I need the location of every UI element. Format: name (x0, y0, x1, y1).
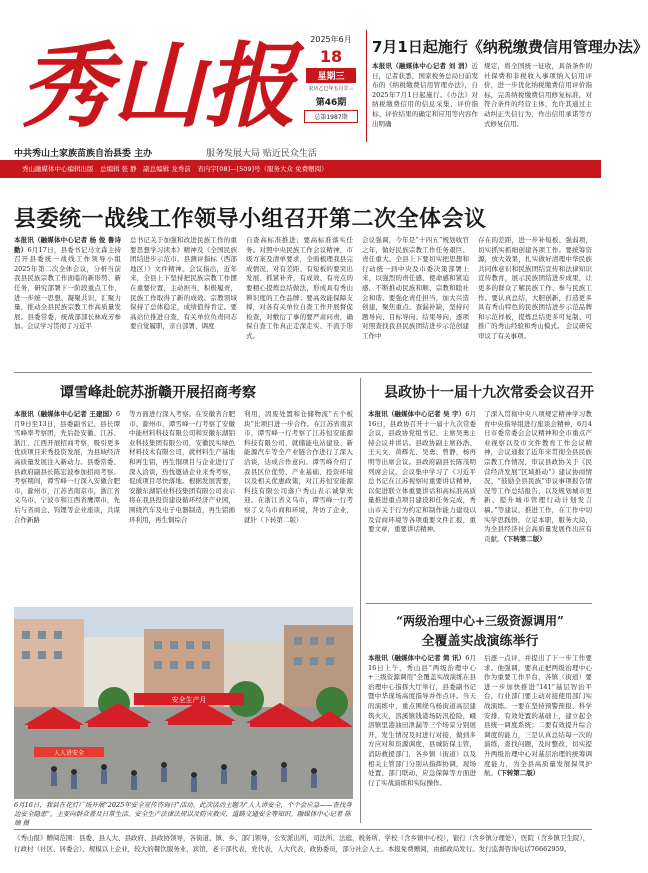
top-article-headline: 7月1日起施行《纳税缴费信用管理办法》 (372, 38, 648, 56)
news-photo (14, 607, 353, 799)
lead-col1 (14, 236, 121, 364)
lead-col4: 会议强调，今年是“十四五”规划收官之年，做好民族宗教工作任务艰巨、责任重大。全县上下要切实把思想和行动统一到中央及市委决策部署上来，以强烈的责任感、使命感和紧迫感，不断推动民族和顺、宗教和睦社会和谐。要强化责任担当，加大兴造创建，聚焦重点、查漏补缺，坚持问题导向、目标导向、结果导向，逐项对照查找我县民族团结进步示范创建工作中 (362, 236, 469, 340)
article2-col2: 等方面进行深入考察。在安徽省合肥市、滁州市，谭雪峰一行考察了安徽中能材料科技有限公司和安徽东湖铝业科技集团有限公司，安徽民实绿色材料技术有限公司，就材料生产基地和再生铝，再生铜项目与企业进行了深入洽谈，热忱邀请企业来秀考察，促成项目尽快落地。根据发展需要，安徽东湖铝业科技集团有限公司表示将在我县投资建设循环经济产业园，围绕汽车及电子电器制造，再生铝循环利用，再生铜综合 (129, 410, 235, 524)
date-year-month: 2025年6月 (310, 35, 352, 44)
lead-headline: 县委统一战线工作领导小组召开第二次全体会议 (14, 206, 487, 232)
article2-col3: 利用，因废处置和仓储物流“五个板块”比项目进一步合作。在江苏省南京市，谭雪峰一行考察了江苏恒安能源科技有限公司，就储能电站建设、新能源汽车等全产业链合作进行了深入洽谈，达成合作意向。谭雪峰介绍了我县区位优势、产业基础、投资环境以及相关优惠政策，对江苏恒安能源科技有限公司落户秀山表示诚挚欢迎。在浙江省义乌市，谭雪峰一行考察了义乌市商和环境，拜访了企业，就针（下转第二版） (244, 410, 353, 524)
masthead-calligraphy (14, 28, 297, 140)
date-day: 18 (319, 47, 343, 66)
article3-byline: 本报讯（融媒体中心记者 吴 宇） (368, 410, 466, 418)
publisher-bar-text: 秀山融媒体中心编辑出版 总编辑 张 静 副总编辑 龙秀前 省内字[08]—[509]号（服务大众 免费赠阅） (22, 165, 328, 173)
photo-banner2-text: 人人讲安全 (53, 750, 85, 757)
article3-headline: 县政协十一届十九次常委会议召开 (384, 385, 594, 401)
top-article-byline: 本报讯（融媒体中心记者 刘 消） (372, 62, 472, 70)
date-lunar: 农历乙巳年五月廿三 (308, 86, 354, 92)
sponsor-line: 中共秀山土家族苗族自治县委 主办 (14, 149, 153, 159)
article4-col1-text: 6月16日上午，秀山县“两级治理中心+三级资源调用”全覆盖实战演练在县治理中心指挥大厅举行，县委副书记暨中华现场高度指导并作点评。当天的演练中，重点围绕乌杨街道高层建筑火灾，溶溪镇钱港场防汛抢险，峨溶镇里港油田泄漏等三个场景分别展开，发生情况及时进行对接，做到多方应对和资源调度，县城防保主管，消防救援部门，各乡镇（街道）以及相关主管部门分别从指挥协调，现场处置、部门联动，应急保障等方面进行了实战演练和实际操作。 (368, 654, 476, 787)
lead-col2: 总书记关于加强和改进民族工作的重要思想学习读本》精神及《全国民族团结进步示范市、县测评指标（西部地区）》文件精神。会议指出，近年来，全县上下坚持把民族宗教工作摆在重要位置，主动担当，积极履责，民族工作取得了新的成效。宗教领域保持了总体稳定，成绩值得肯定。要高站位推进自查，有关单位负责同志要自觉履职，亲自部署、调度 (130, 236, 237, 331)
top-article-col1-text: 近日，记者获悉，国家税务总局日前发布的《纳税缴费信用管理办法》，自2025年7月1日起施行。《办法》对纳税缴费信用的信息采集、评价指标、评价结果的确定和应用等内容作出明确 (372, 62, 478, 128)
article2-headline: 谭雪峰赴皖苏浙赣开展招商考察 (60, 385, 256, 401)
masthead-title-text: 秀山报 (20, 32, 297, 140)
lead-col5-end: 会议研究审议了有关事项。 (478, 322, 593, 340)
masthead-divider (366, 30, 367, 142)
article3-col1-text: 6月16日，县政协召开十一届十九次常委会议，县政协党组书记、主席吴勇主持会议并讲话。县政协副主席孙浩、王天文、黄辉光、吴勇、曾静，杨再明等出席会议。县政府副县长陈茂明列席会议。会议集中学习了《习近平总书记在江苏视察时重要讲话精神，以促进联立体重要讲话和高标准高质量推进重点项目建设和任务完成，秀山市关于行为约定和制作能力建设以及营商环境等各项重要文件汇报，重要文章，重要讲话精神。 (368, 410, 476, 534)
article4-byline: 本报讯（融媒体中心记者 简 讯） (368, 654, 466, 662)
masthead-logo (14, 28, 297, 140)
article4-col2 (484, 654, 592, 826)
slogan-line: 服务发展大局 贴近民众生活 (206, 149, 317, 159)
photo-scene (14, 607, 353, 799)
article3-col2-end: （下转第二版） (503, 534, 546, 543)
date-weekday: 星期三 (306, 68, 356, 83)
article2-col1-text: 6月9日至13日，县委副书记、县长谭雪峰率考察团，先后赴安徽、江苏、浙江、江西开展招商考察，吸引更多优质项目来秀投资发展，为县域经济高质量发展注入新动力。县委常委、县政府副县长陈宏波参加招商考察。考察期间，谭雪峰一行深入安徽合肥市，滁州市，江苏省南京市，浙江省义乌市、宁波市和江西省鹰潭市，先后与省商会、钨锂等企业座谈，共谋合作新路 (14, 410, 120, 524)
article3-divider (366, 603, 592, 604)
date-box (300, 34, 362, 125)
lead-col1-text: 6月17日，县委书记马文森主持召开县委统一战线工作领导小组2025年第二次全体会议，分析当前我县民族宗教工作面临的新形势、新任务，研究部署下一阶段重点工作，进一步统一思想、凝聚共识、汇聚力量，推动全县民族宗教工作高质量发展。县委常委，统战部部长林成芳参加。会议学习贯彻了习近平 (14, 245, 121, 331)
distribution-footer: 《秀山报》赠阅范围：县委、县人大、县政府、县政协领导，各街道、镇、乡、部门领导，公安派出所，司法所、法庭，税务所，学校（含乡镇中心校），银行（含乡镇分理处），医院（含乡镇卫生院），行政村（社区、居委会）、规模以上企业，较大的餐饮服务业，宾馆，老干部代表，党代表，人大代表，政协委员，部分社会人士。本报免费赠阅，由邮政局发行。发行监督咨询电话76662959。 (14, 829, 592, 855)
total-issue-number: 总第1987期 (304, 110, 358, 123)
top-article-col1 (372, 62, 478, 154)
article4-headline-line2: 全覆盖实战演练举行 (421, 634, 539, 649)
article2-byline: 本报讯（融媒体中心记者 王建国） (14, 410, 116, 418)
article3-col2-text: 了深入贯彻中央八项规定精神学习教育中央指导组进行座谈会精神，6月4日市委常委会会议精神和全市重点产业视察以及市文件教育工作会议精神，会议通报了近年来贯彻全县民族宗教工作情况，审议县政协关于《民营经济发展“区域推动”》建议协商情况、“鼓励全县民族”审议事项报告情况等工作总结报告、以及规划城市更新、提升城市管理行动计划发言稿。”等建议，推进工作，在工作中切实学思践悟，立足本职，服务大局，为全县经济社会高质量发展作出应有贡献。 (484, 410, 592, 543)
section-divider (14, 372, 592, 373)
column-divider (360, 378, 361, 823)
lead-col3: 自查高标准推进；要高标准落实任务。对照中央民族工作会议精神，市级方案及清单要求，全面梳理我县完成情况，对有差距、有短板的要突出发展、抓紧补齐，有成效、有亮点的要精心提炼总结做法，形成具有秀山辨识度的工作品牌；要高效能保障支撑，对各有关单位自查工作开展督促检查，对敷衍了事的要严肃问责，确保自查工作真正走深走实、不流于形式。 (246, 236, 353, 340)
photo-caption: 6月16日，我县在花灯广场开展“2025年安全宣传咨询日”活动。此次活动主题为“人人讲安全，个个会应急——查找身边安全隐患”，主要向群众普及日常生活、安全生产法律法规以及防灾救灾、道路交通安全等知识。融媒体中心记者 陈 瑞 摄 (14, 801, 352, 827)
lead-byline: 本报讯（融媒体中心记者 杨 俊 鲁诗勤） (14, 236, 121, 254)
article4-col2-end: （下转第二版） (497, 769, 540, 778)
article2-col1 (14, 410, 120, 602)
article3-col1 (368, 410, 476, 598)
issue-number: 第46期 (315, 98, 347, 108)
article4-headline-line1: “两级治理中心+三级资源调用” (396, 614, 564, 628)
lead-col5-text: 存在的差距，进一步补短板、强弱项，切实抓实抓细创建各项工作。要统筹资源，放大效果，扎实做好清理中华民族共同体意识和民族团结宣传和法律知识宣传教育，展示民族团结进步成果，让更多的群众了解民族工作、参与民族工作。要认真总结，大胆创新，打造更多具有秀山特色的民族团结进步示范品牌和示范样板，提炼总结更多可复制、可推广的秀山经验和秀山模式。 (478, 236, 592, 331)
top-article-col2: 规定，将全国统一征收，具备条件的社保费和非税收入事项纳入信用评价，进一步优化纳税缴费信用评价指标，完善纳税缴费信用修复标准，对符合条件的经营主体，允许其通过主动纠正失信行为，作出信用承诺等方式修复信用。 (484, 62, 592, 128)
lead-col5 (478, 236, 592, 364)
article3-col2 (484, 410, 592, 598)
article4-col1 (368, 654, 476, 826)
photo-banner1-text: 安全生产月 (171, 696, 207, 704)
publisher-bar (0, 160, 601, 178)
article4-col2-text: 后逐一点评，并提出了下一步工作要求。他强调，要真正把两级治理中心作为重要工作平台，各镇（街道）要进一步加快推进“141”基层智治平台，行业部门要主动对接使用部门实战演练。一要在坚持预警预报、科学安排、有效处置的基础上，建立起全县统一调度系统；二要有效提升综合调度的能力，三是认真总结每一次的演练，查找问题，及时整改，切实提升两级治理中心对基层治理的统筹调度能力，为全县高质量发展保驾护航。 (484, 654, 592, 778)
